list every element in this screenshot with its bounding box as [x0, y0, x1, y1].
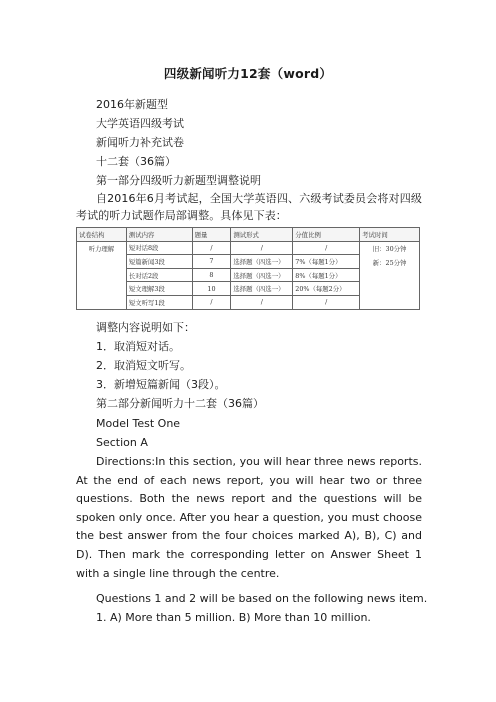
intro-paragraph: 自2016年6月考试起，全国大学英语四、六级考试委员会将对四级考试的听力试题作局部调整。具体见下表：: [76, 192, 422, 222]
adjustment-item-3: 3．新增短篇新闻（3段）。: [96, 378, 226, 391]
table-header-cell: 测试内容: [126, 228, 192, 242]
table-cell: 选择题（四选一）: [231, 268, 293, 282]
adjustment-heading: 调整内容说明如下：: [96, 321, 195, 334]
table-header-row: [77, 228, 420, 242]
questions-intro: Questions 1 and 2 will be based on the following news item.: [96, 592, 428, 605]
table-section-cell: 听力理解: [77, 241, 127, 309]
table-cell: 短对话8段: [126, 241, 192, 255]
table-header-cell: 试卷结构: [77, 228, 127, 242]
table-cell: 10: [192, 282, 231, 296]
format-table: [76, 227, 420, 310]
table-cell: 8%（每题1分）: [293, 268, 360, 282]
table-cell: /: [192, 295, 231, 309]
table-cell: 8: [192, 268, 231, 282]
table-header-cell: 分值比例: [293, 228, 360, 242]
table-header-cell: 考试时间: [360, 228, 420, 242]
table-time-cell: [360, 241, 420, 309]
table-cell: /: [293, 295, 360, 309]
table-cell: 20%（每题2分）: [293, 282, 360, 296]
table-cell: /: [231, 295, 293, 309]
time-new: 新：25分钟: [372, 258, 407, 267]
table-cell: 7%（每题1分）: [293, 255, 360, 269]
table-row: [77, 241, 420, 255]
table-cell: 长对话2段: [126, 268, 192, 282]
section-a-title: Section A: [96, 436, 148, 449]
table-header-cell: 测试形式: [231, 228, 293, 242]
line-supplement: 新闻听力补充试卷: [96, 136, 184, 149]
section-heading-part1: 第一部分四级听力新题型调整说明: [96, 174, 261, 187]
table-cell: 7: [192, 255, 231, 269]
time-old: 旧：30分钟: [372, 244, 407, 253]
directions-paragraph: Directions:In this section, you will hear three news reports. At the end of each news report, you will hear two or three questions. Both the news report and the questions will be spoken only once. After you hear a question, you must choose the best answer from the four choices marked A), B), C) and D). Then mark the corresponding letter on Answer Sheet 1 with a single line through the centre.: [76, 455, 422, 580]
table-cell: 短文理解3段: [126, 282, 192, 296]
table-cell: 选择题（四选一）: [231, 282, 293, 296]
section-heading-part2: 第二部分新闻听力十二套（36篇）: [96, 397, 264, 410]
table-cell: /: [231, 241, 293, 255]
adjustment-item-2: 2．取消短文听写。: [96, 359, 191, 372]
table-cell: 选择题（四选一）: [231, 255, 293, 269]
document-title: 四级新闻听力12套（word）: [163, 66, 333, 81]
table-cell: /: [192, 241, 231, 255]
line-cet4: 大学英语四级考试: [96, 117, 184, 130]
line-new-format: 2016年新题型: [96, 98, 168, 111]
question-1: 1. A) More than 5 million. B) More than 10 million.: [96, 611, 371, 624]
table-cell: /: [293, 241, 360, 255]
table-cell: 短文听写1段: [126, 295, 192, 309]
adjustment-item-1: 1．取消短对话。: [96, 340, 180, 353]
model-test-title: Model Test One: [96, 417, 181, 430]
table-cell: 短篇新闻3段: [126, 255, 192, 269]
line-twelve-sets: 十二套（36篇）: [96, 155, 176, 168]
table-header-cell: 题量: [192, 228, 231, 242]
